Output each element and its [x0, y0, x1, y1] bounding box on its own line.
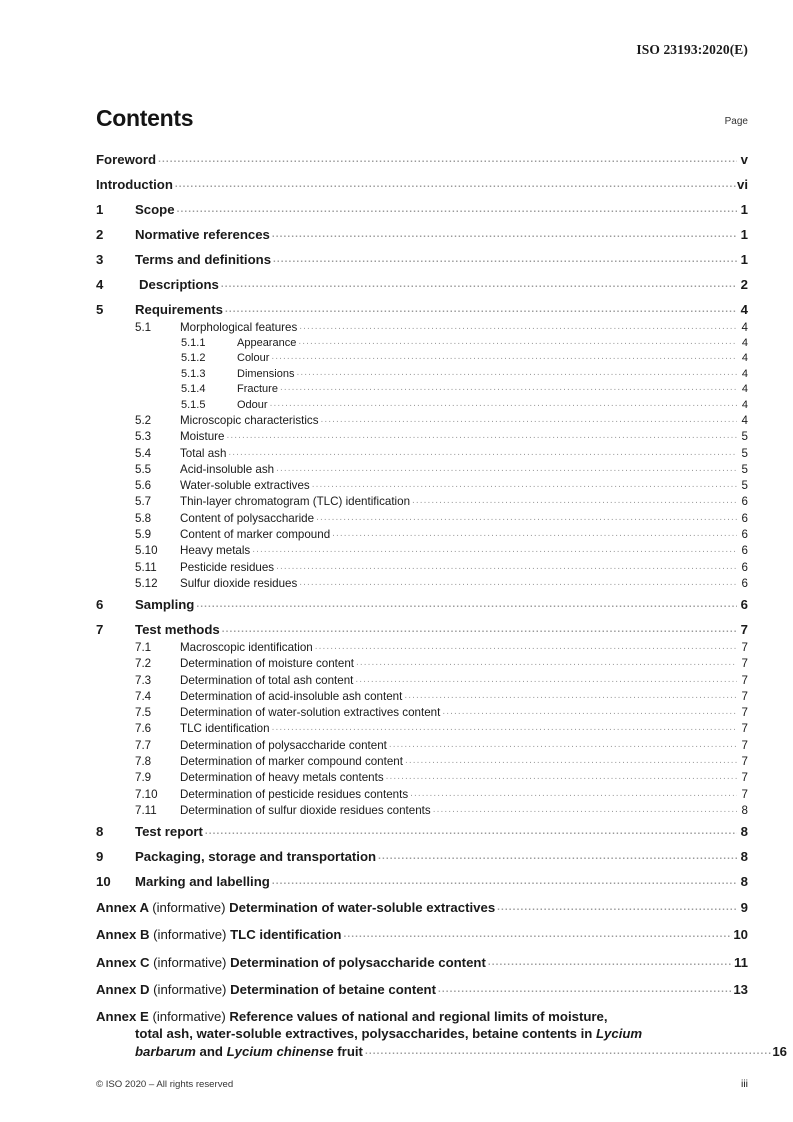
toc-entry-page-number: 6 [741, 495, 748, 509]
leader-dots [389, 739, 737, 751]
toc-entry-page-number: 8 [741, 803, 748, 817]
leader-dots [497, 901, 737, 914]
toc-entry-page-number: 4 [741, 413, 748, 427]
toc-entry-label: Scope [135, 202, 175, 217]
toc-entry-label: Marking and labelling [135, 874, 270, 890]
leader-dots [343, 928, 732, 941]
annex-id: Annex E [96, 1008, 153, 1024]
toc-entry-number: 1 [96, 202, 104, 217]
toc-entry-label: Foreword [96, 152, 157, 167]
annex-title-tail: fruit [333, 1043, 363, 1059]
toc-entry-row[interactable] [96, 321, 748, 335]
toc-entry-number: 7.10 [135, 787, 158, 801]
annex-title-line-1: Reference values of national and regional limits of moisture, [229, 1008, 608, 1024]
toc-entry-row[interactable] [96, 368, 748, 381]
toc-entry-row[interactable] [96, 399, 748, 412]
leader-dots [321, 414, 737, 426]
annex-entry-label [96, 926, 341, 944]
toc-entry-page-number: 7 [741, 657, 748, 671]
toc-entry-row[interactable] [96, 597, 748, 613]
toc-entry-number: 6 [96, 597, 104, 613]
toc-entry-page-number: 8 [740, 849, 748, 865]
page-title: Contents [96, 105, 194, 131]
leader-dots [332, 528, 737, 540]
toc-entry-page-number: 2 [740, 277, 748, 292]
annex-entry-row[interactable] [96, 1008, 787, 1061]
toc-entry-label: Packaging, storage and transportation [135, 849, 377, 865]
annex-kind: (informative) [153, 981, 231, 997]
toc-entry-number: 5.1.1 [181, 336, 206, 349]
toc-entry-label: Determination of pesticide residues contents [180, 787, 409, 801]
annex-entry-row[interactable] [96, 981, 748, 999]
toc-entry-row[interactable] [96, 302, 748, 318]
toc-entry-label: Sulfur dioxide residues [180, 576, 298, 590]
toc-entry-number: 3 [96, 252, 104, 267]
toc-entry-label: Odour [237, 398, 268, 411]
toc-entry-page-number: 5 [741, 430, 748, 444]
leader-dots [177, 204, 737, 216]
toc-entry-row[interactable] [96, 352, 748, 365]
leader-dots [488, 956, 733, 969]
toc-entry-number: 5.3 [135, 430, 152, 444]
toc-entry-label: Test methods [135, 622, 220, 638]
toc-entry-page-number: 7 [741, 738, 748, 752]
toc-entry-label: Normative references [135, 227, 270, 242]
toc-entry-page-number: 8 [740, 824, 748, 840]
toc-entry-number: 5.12 [135, 576, 158, 590]
leader-dots [226, 430, 737, 442]
toc-entry-row[interactable] [96, 337, 748, 350]
toc-entry-label: Fracture [237, 383, 278, 396]
toc-entry-label: Moisture [180, 430, 225, 444]
toc-entry-page-number: 4 [741, 320, 748, 334]
toc-entry-number: 5.1.2 [181, 352, 206, 365]
toc-entry-page-number: 4 [741, 383, 748, 396]
toc-entry-page-number: 7 [740, 622, 748, 638]
leader-dots [404, 690, 737, 702]
toc-entry-label: Colour [237, 352, 270, 365]
toc-entry-label: Test report [135, 824, 203, 840]
leader-dots [299, 577, 737, 589]
toc-entry-page-number: 5 [741, 446, 748, 460]
leader-dots [312, 479, 737, 491]
toc-entry-page-number: 1 [740, 227, 748, 242]
toc-entry-page-number: 4 [741, 352, 748, 365]
toc-entry-page-number: 4 [741, 398, 748, 411]
leader-dots [276, 561, 737, 573]
leader-dots [442, 706, 737, 718]
leader-dots [196, 599, 737, 611]
toc-entry-page-number: 6 [740, 597, 748, 613]
annex-title: Determination of polysaccharide content [230, 954, 486, 970]
leader-dots [410, 788, 737, 800]
leader-dots [296, 367, 737, 379]
toc-entry-label: Appearance [237, 336, 297, 349]
annex-id: Annex D [96, 981, 154, 997]
toc-entry-number: 5.10 [135, 544, 158, 558]
toc-entry-row[interactable] [96, 755, 748, 769]
toc-entry-row[interactable] [96, 824, 748, 840]
toc-entry-label: Determination of water-solution extractives content [180, 706, 441, 720]
toc-entry-row[interactable] [96, 383, 748, 396]
toc-entry-row[interactable] [96, 528, 748, 542]
toc-entry-number: 5.7 [135, 495, 152, 509]
annex-entry-row[interactable] [96, 899, 748, 917]
toc-entry-page-number: 7 [741, 673, 748, 687]
toc-entry-number: 5.2 [135, 413, 152, 427]
annex-entry-list [96, 899, 787, 1060]
toc-entry-row[interactable] [96, 202, 748, 218]
leader-dots [378, 851, 737, 863]
toc-entry-label: Morphological features [180, 320, 298, 334]
toc-entry-row[interactable] [96, 722, 748, 736]
toc-entry-row[interactable] [96, 430, 748, 444]
annex-species-name: Lycium chinense [226, 1043, 334, 1059]
annex-id: Annex B [96, 927, 154, 943]
toc-entry-number: 7.1 [135, 640, 152, 654]
toc-entry-number: 5.1.3 [181, 367, 206, 380]
leader-dots [271, 351, 737, 363]
leader-dots [355, 674, 737, 686]
toc-entry-number: 5.9 [135, 528, 152, 542]
toc-entry-label: Requirements [135, 302, 223, 317]
toc-entry-row[interactable] [96, 577, 748, 591]
toc-entry-label: Introduction [96, 177, 173, 192]
toc-entry-number: 7.4 [135, 689, 152, 703]
annex-id: Annex C [96, 954, 154, 970]
leader-dots [175, 179, 736, 191]
leader-dots [221, 279, 737, 291]
leader-dots [272, 229, 737, 241]
annex-e-final-line [96, 1043, 787, 1061]
toc-entry-row[interactable] [96, 706, 748, 720]
annex-kind: (informative) [153, 927, 231, 943]
toc-entry-label: Determination of heavy metals contents [180, 771, 384, 785]
toc-entry-label: Total ash [180, 446, 227, 460]
toc-entry-row[interactable] [96, 447, 748, 461]
toc-entry-number: 7.11 [135, 803, 157, 817]
toc-entry-page-number: 6 [741, 511, 748, 525]
annex-id: Annex A [96, 900, 153, 916]
annex-kind: (informative) [152, 1008, 230, 1024]
toc-entry-number: 7.3 [135, 673, 152, 687]
toc-entry-label: Content of marker compound [180, 528, 331, 542]
toc-entry-page-number: 4 [741, 367, 748, 380]
annex-kind: (informative) [153, 954, 231, 970]
annex-entry-page-number: 11 [734, 954, 748, 970]
toc-entry-page-number: 6 [741, 528, 748, 542]
toc-entry-page-number: 5 [741, 479, 748, 493]
leader-dots [299, 321, 737, 333]
leader-dots [225, 304, 737, 316]
toc-entry-label: Determination of polysaccharide content [180, 738, 387, 752]
toc-entry-number: 2 [96, 227, 104, 242]
toc-entry-label: Water-soluble extractives [180, 479, 310, 493]
toc-entry-page-number: 6 [741, 576, 748, 590]
leader-dots [315, 641, 737, 653]
toc-entry-number: 7.7 [135, 738, 152, 752]
annex-species-name: Lycium [595, 1026, 643, 1042]
toc-entry-number: 5.8 [135, 511, 152, 525]
annex-title: Determination of betaine content [230, 981, 436, 997]
leader-dots [272, 876, 737, 888]
page-folio: iii [741, 1078, 748, 1090]
toc-entry-row[interactable] [96, 463, 748, 477]
toc-entry-number: 7.9 [135, 771, 152, 785]
toc-entry-number: 10 [96, 874, 111, 890]
toc-entry-page-number: 7 [741, 771, 748, 785]
toc-entry-page-number: 6 [741, 560, 748, 574]
toc-front-matter-row[interactable] [96, 177, 748, 193]
toc-entry-row[interactable] [96, 849, 748, 865]
toc-entry-number: 4 [96, 277, 104, 292]
toc-entry-page-number: 4 [740, 302, 748, 317]
toc-entry-row[interactable] [96, 414, 748, 428]
toc-entry-label: Pesticide residues [180, 560, 275, 574]
leader-dots [365, 1045, 771, 1058]
leader-dots [276, 463, 737, 475]
toc-entry-label: Determination of marker compound content [180, 755, 403, 769]
copyright-notice: © ISO 2020 – All rights reserved [96, 1079, 234, 1090]
toc-entry-page-number: 7 [741, 755, 748, 769]
toc-entry-label: Terms and definitions [135, 252, 272, 267]
toc-entry-page-number: 4 [741, 336, 748, 349]
leader-dots [270, 398, 737, 410]
toc-entry-page-number: 7 [741, 689, 748, 703]
table-of-contents [96, 152, 787, 1070]
toc-entry-page-number: 6 [741, 544, 748, 558]
annex-kind: (informative) [152, 900, 230, 916]
annex-title: TLC identification [230, 927, 342, 943]
toc-entry-page-number: 1 [740, 202, 748, 217]
toc-entry-row[interactable] [96, 479, 748, 493]
toc-entry-label: Microscopic characteristics [180, 413, 319, 427]
leader-dots [298, 336, 737, 348]
toc-entry-number: 5.4 [135, 446, 152, 460]
leader-dots [158, 154, 737, 166]
toc-entry-page-number: vi [737, 177, 748, 192]
annex-entry-row[interactable] [96, 926, 748, 944]
leader-dots [228, 447, 737, 459]
leader-dots [205, 826, 737, 838]
toc-entry-label: Heavy metals [180, 544, 251, 558]
annex-entry-row[interactable] [96, 954, 748, 972]
toc-entry-row[interactable] [96, 495, 748, 509]
toc-entry-number: 5.11 [135, 560, 157, 574]
toc-entry-page-number: 7 [741, 640, 748, 654]
leader-dots [433, 804, 737, 816]
toc-entry-label: Content of polysaccharide [180, 511, 315, 525]
toc-entry-number: 8 [96, 824, 104, 840]
leader-dots [273, 254, 737, 266]
toc-entry-label: Descriptions [139, 277, 219, 292]
toc-entry-label: Acid-insoluble ash [180, 462, 275, 476]
toc-entry-row[interactable] [96, 788, 748, 802]
toc-entry-label: Determination of moisture content [180, 657, 354, 671]
leader-dots [386, 771, 737, 783]
toc-entry-page-number: 7 [741, 722, 748, 736]
contents-heading-block [96, 105, 748, 132]
toc-entry-list [96, 152, 748, 890]
annex-title-line-3 [135, 1043, 363, 1061]
page-column-label: Page [724, 116, 748, 127]
toc-entry-row[interactable] [96, 641, 748, 655]
toc-entry-label: Thin-layer chromatogram (TLC) identification [180, 495, 411, 509]
annex-title-line-2: total ash, water-soluble extractives, polysaccharides, betaine contents in [135, 1026, 596, 1042]
annex-entry-page-number: 13 [733, 981, 748, 997]
leader-dots [252, 544, 737, 556]
leader-dots [222, 624, 737, 636]
toc-entry-label: Determination of total ash content [180, 673, 354, 687]
toc-front-matter-row[interactable] [96, 152, 748, 168]
toc-entry-number: 5.1.4 [181, 383, 206, 396]
toc-entry-row[interactable] [96, 657, 748, 671]
toc-entry-page-number: v [740, 152, 748, 167]
toc-entry-row[interactable] [96, 739, 748, 753]
toc-entry-number: 5.5 [135, 462, 152, 476]
leader-dots [272, 722, 737, 734]
toc-entry-row[interactable] [96, 561, 748, 575]
leader-dots [405, 755, 737, 767]
toc-entry-label: Dimensions [237, 367, 295, 380]
leader-dots [280, 382, 737, 394]
toc-entry-label: Determination of sulfur dioxide residues contents [180, 803, 431, 817]
toc-entry-page-number: 7 [741, 787, 748, 801]
toc-entry-row[interactable] [96, 277, 748, 293]
annex-entry-page-number: 9 [740, 900, 748, 916]
toc-entry-label: Determination of acid-insoluble ash content [180, 689, 403, 703]
annex-entry-label [96, 981, 436, 999]
annex-title: Determination of water-soluble extractives [229, 900, 496, 916]
toc-entry-number: 9 [96, 849, 104, 865]
annex-species-name: barbarum [135, 1043, 196, 1059]
leader-dots [438, 983, 732, 996]
toc-entry-row[interactable] [96, 622, 748, 638]
toc-entry-label: Sampling [135, 597, 195, 613]
leader-dots [412, 495, 737, 507]
toc-entry-number: 7.8 [135, 755, 152, 769]
toc-entry-number: 5.1.5 [181, 398, 206, 411]
toc-entry-row[interactable] [96, 512, 748, 526]
toc-entry-number: 5 [96, 302, 104, 317]
page-footer [96, 1078, 748, 1090]
toc-entry-row[interactable] [96, 771, 748, 785]
toc-entry-page-number: 5 [741, 462, 748, 476]
toc-entry-row[interactable] [96, 690, 748, 704]
annex-e-text-block [96, 1008, 748, 1043]
toc-entry-number: 7.2 [135, 657, 152, 671]
toc-entry-row[interactable] [96, 227, 748, 243]
toc-entry-page-number: 8 [740, 874, 748, 890]
toc-entry-label: Macroscopic identification [180, 640, 313, 654]
toc-entry-number: 7 [96, 622, 104, 638]
toc-entry-row[interactable] [96, 674, 748, 688]
toc-entry-number: 5.1 [135, 320, 152, 334]
annex-entry-label [96, 954, 486, 972]
annex-entry-label [96, 899, 495, 917]
toc-entry-page-number: 1 [740, 252, 748, 267]
toc-entry-row[interactable] [96, 874, 748, 890]
toc-entry-page-number: 7 [741, 706, 748, 720]
annex-entry-page-number: 16 [772, 1043, 787, 1059]
toc-entry-row[interactable] [96, 804, 748, 818]
leader-dots [316, 512, 737, 524]
toc-entry-number: 7.5 [135, 706, 152, 720]
toc-entry-row[interactable] [96, 252, 748, 268]
leader-dots [356, 657, 737, 669]
annex-title-conjunction: and [195, 1043, 227, 1059]
toc-entry-number: 5.6 [135, 479, 152, 493]
toc-entry-row[interactable] [96, 544, 748, 558]
document-header-id: ISO 23193:2020(E) [636, 42, 748, 57]
toc-entry-label: TLC identification [180, 722, 270, 736]
toc-entry-number: 7.6 [135, 722, 152, 736]
annex-entry-page-number: 10 [733, 927, 748, 943]
